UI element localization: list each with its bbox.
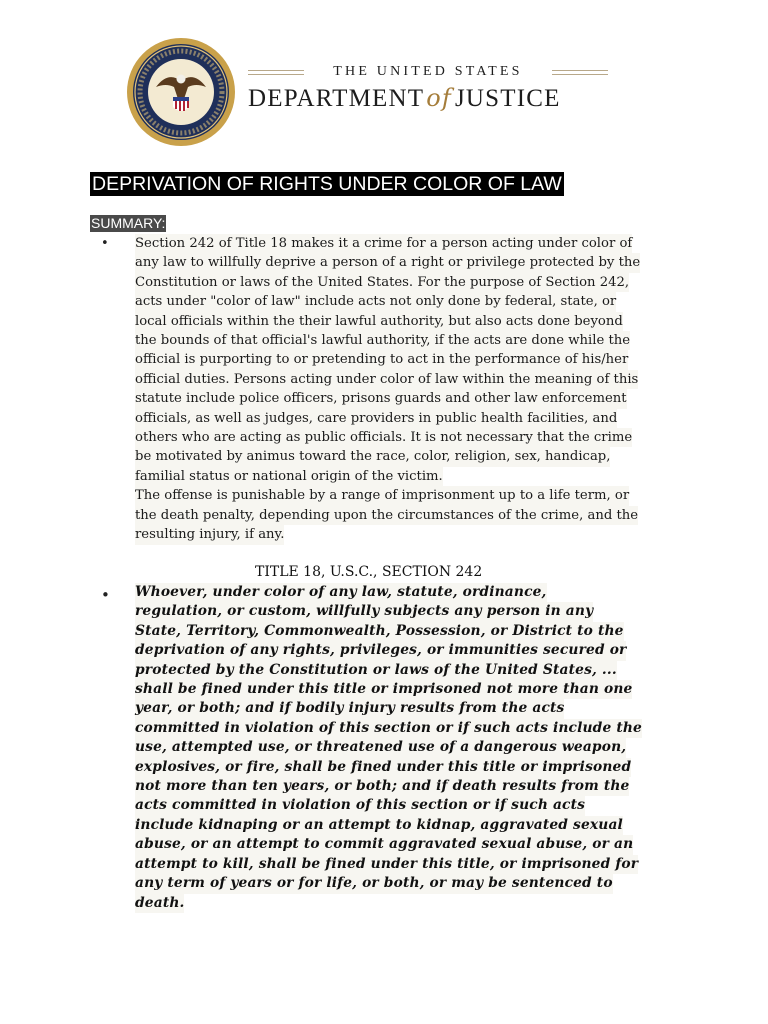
agency-department: DEPARTMENT <box>248 85 425 112</box>
summary-line: acts under "color of law" include acts not only done by federal, state, or <box>135 292 616 311</box>
summary-line: officials, as well as judges, care providers in public health facilities, and <box>135 409 617 428</box>
summary-line: the bounds of that official's lawful authority, if the acts are done while the <box>135 331 630 350</box>
agency-line2 <box>248 84 608 113</box>
summary-line: resulting injury, if any. <box>135 525 284 544</box>
statute-line: Whoever, under color of any law, statute, ordinance, <box>135 583 547 602</box>
statute-line: State, Territory, Commonwealth, Possession, or District to the <box>135 622 624 641</box>
bullet-icon: • <box>101 236 109 251</box>
statute-line: any term of years or for life, or both, or may be sentenced to <box>135 874 613 893</box>
statute-line: regulation, or custom, willfully subjects any person in any <box>135 602 593 621</box>
doj-seal-icon <box>126 37 236 147</box>
agency-wordmark <box>248 62 608 122</box>
summary-line: the death penalty, depending upon the circumstances of the crime, and the <box>135 506 638 525</box>
statute-line: explosives, or fire, shall be fined under this title or imprisoned <box>135 758 631 777</box>
statute-line: death. <box>135 894 184 913</box>
page-title: DEPRIVATION OF RIGHTS UNDER COLOR OF LAW <box>92 173 562 195</box>
statute-line: acts committed in violation of this section or if such acts <box>135 796 585 815</box>
agency-of: of <box>426 84 452 112</box>
section-heading: TITLE 18, U.S.C., SECTION 242 <box>255 564 483 580</box>
summary-line: official duties. Persons acting under color of law within the meaning of this <box>135 370 638 389</box>
summary-line: be motivated by animus toward the race, color, religion, sex, handicap, <box>135 447 610 466</box>
summary-line: Constitution or laws of the United States. For the purpose of Section 242, <box>135 273 629 292</box>
statute-line: year, or both; and if bodily injury results from the acts <box>135 699 564 718</box>
statute-line: abuse, or an attempt to commit aggravated sexual abuse, or an <box>135 835 633 854</box>
statute-line: shall be fined under this title or imprisoned not more than one <box>135 680 632 699</box>
summary-line: The offense is punishable by a range of imprisonment up to a life term, or <box>135 486 629 505</box>
statute-line: deprivation of any rights, privileges, or immunities secured or <box>135 641 626 660</box>
summary-line: official is purporting to or pretending to act in the performance of his/her <box>135 350 628 369</box>
decorative-rule-right <box>552 70 608 75</box>
summary-line: statute include police officers, prisons guards and other law enforcement <box>135 389 627 408</box>
summary-line: local officials within the their lawful authority, but also acts done beyond <box>135 312 623 331</box>
summary-line: any law to willfully deprive a person of a right or privilege protected by the <box>135 253 640 272</box>
statute-line: include kidnaping or an attempt to kidnap, aggravated sexual <box>135 816 623 835</box>
summary-paragraph <box>135 234 695 545</box>
agency-line1: THE UNITED STATES <box>333 64 523 79</box>
statute-line: committed in violation of this section or if such acts include the <box>135 719 642 738</box>
decorative-rule-left <box>248 70 304 75</box>
summary-line: others who are acting as public officials. It is not necessary that the crime <box>135 428 632 447</box>
statute-line: attempt to kill, shall be fined under this title, or imprisoned for <box>135 855 638 874</box>
summary-line: Section 242 of Title 18 makes it a crime for a person acting under color of <box>135 234 632 253</box>
statute-line: protected by the Constitution or laws of the United States, ... <box>135 661 617 680</box>
agency-justice: JUSTICE <box>455 85 561 112</box>
statute-text <box>135 583 695 913</box>
statute-line: use, attempted use, or threatened use of a dangerous weapon, <box>135 738 626 757</box>
summary-label: SUMMARY: <box>91 215 166 231</box>
summary-line: familial status or national origin of the victim. <box>135 467 443 486</box>
statute-line: not more than ten years, or both; and if death results from the <box>135 777 629 796</box>
bullet-icon: • <box>101 586 110 604</box>
doj-header <box>0 0 768 160</box>
